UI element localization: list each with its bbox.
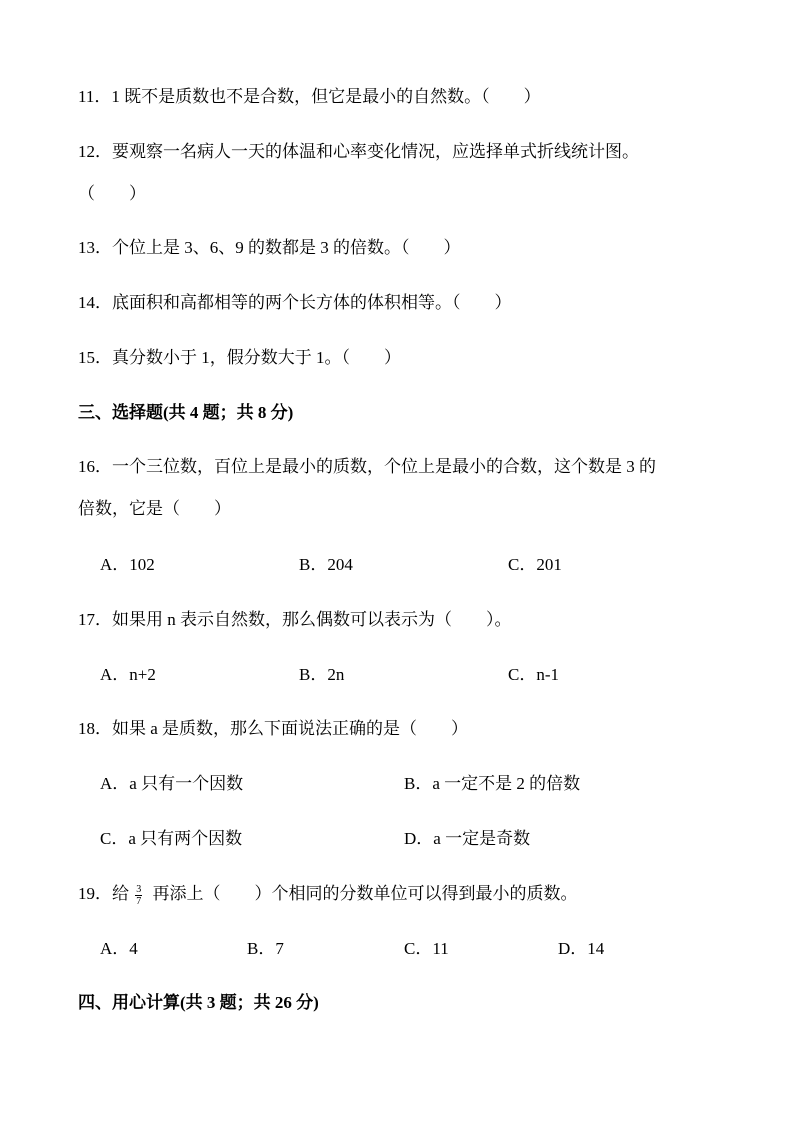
question-18-option-b: B．a 一定不是 2 的倍数 <box>404 774 581 793</box>
question-14: 14．底面积和高都相等的两个长方体的体积相等。（ ） <box>78 293 512 312</box>
question-18-option-a: A．a 只有一个因数 <box>100 774 244 793</box>
question-19-prefix: 19．给 <box>78 884 129 903</box>
question-17-option-a: A．n+2 <box>100 665 156 684</box>
question-17-option-b: B．2n <box>299 665 345 684</box>
question-16-continued: 倍数，它是（ ） <box>78 499 231 518</box>
question-16-option-a: A．102 <box>100 555 155 574</box>
section-heading-choice: 三、选择题(共 4 题；共 8 分) <box>78 403 294 422</box>
section-heading-calculation: 四、用心计算(共 3 题；共 26 分) <box>78 993 319 1012</box>
question-16-option-c: C．201 <box>508 555 562 574</box>
question-19-option-d: D．14 <box>558 939 605 958</box>
question-12-answer-paren: （ ） <box>78 184 146 203</box>
question-19-option-a: A．4 <box>100 939 138 958</box>
question-17-option-c: C．n-1 <box>508 665 559 684</box>
question-15: 15．真分数小于 1，假分数大于 1。（ ） <box>78 348 401 367</box>
question-18: 18．如果 a 是质数，那么下面说法正确的是（ ） <box>78 719 469 738</box>
question-12: 12．要观察一名病人一天的体温和心率变化情况，应选择单式折线统计图。 <box>78 142 639 161</box>
question-19-option-b: B．7 <box>247 939 284 958</box>
question-18-option-c: C．a 只有两个因数 <box>100 829 243 848</box>
question-19 <box>78 883 578 907</box>
question-16: 16．一个三位数，百位上是最小的质数，个位上是最小的合数，这个数是 3 的 <box>78 457 656 476</box>
question-19-suffix: 再添上（ ）个相同的分数单位可以得到最小的质数。 <box>152 884 578 903</box>
question-18-option-d: D．a 一定是奇数 <box>404 829 531 848</box>
fraction-three-sevenths <box>135 884 142 907</box>
question-13: 13．个位上是 3、6、9 的数都是 3 的倍数。（ ） <box>78 238 461 257</box>
question-11: 11．1 既不是质数也不是合数，但它是最小的自然数。（ ） <box>78 87 541 106</box>
fraction-numerator: 3 <box>136 883 142 895</box>
fraction-denominator: 7 <box>136 895 142 907</box>
question-16-option-b: B．204 <box>299 555 353 574</box>
question-19-option-c: C．11 <box>404 939 449 958</box>
question-17: 17．如果用 n 表示自然数，那么偶数可以表示为（ ）。 <box>78 610 512 629</box>
